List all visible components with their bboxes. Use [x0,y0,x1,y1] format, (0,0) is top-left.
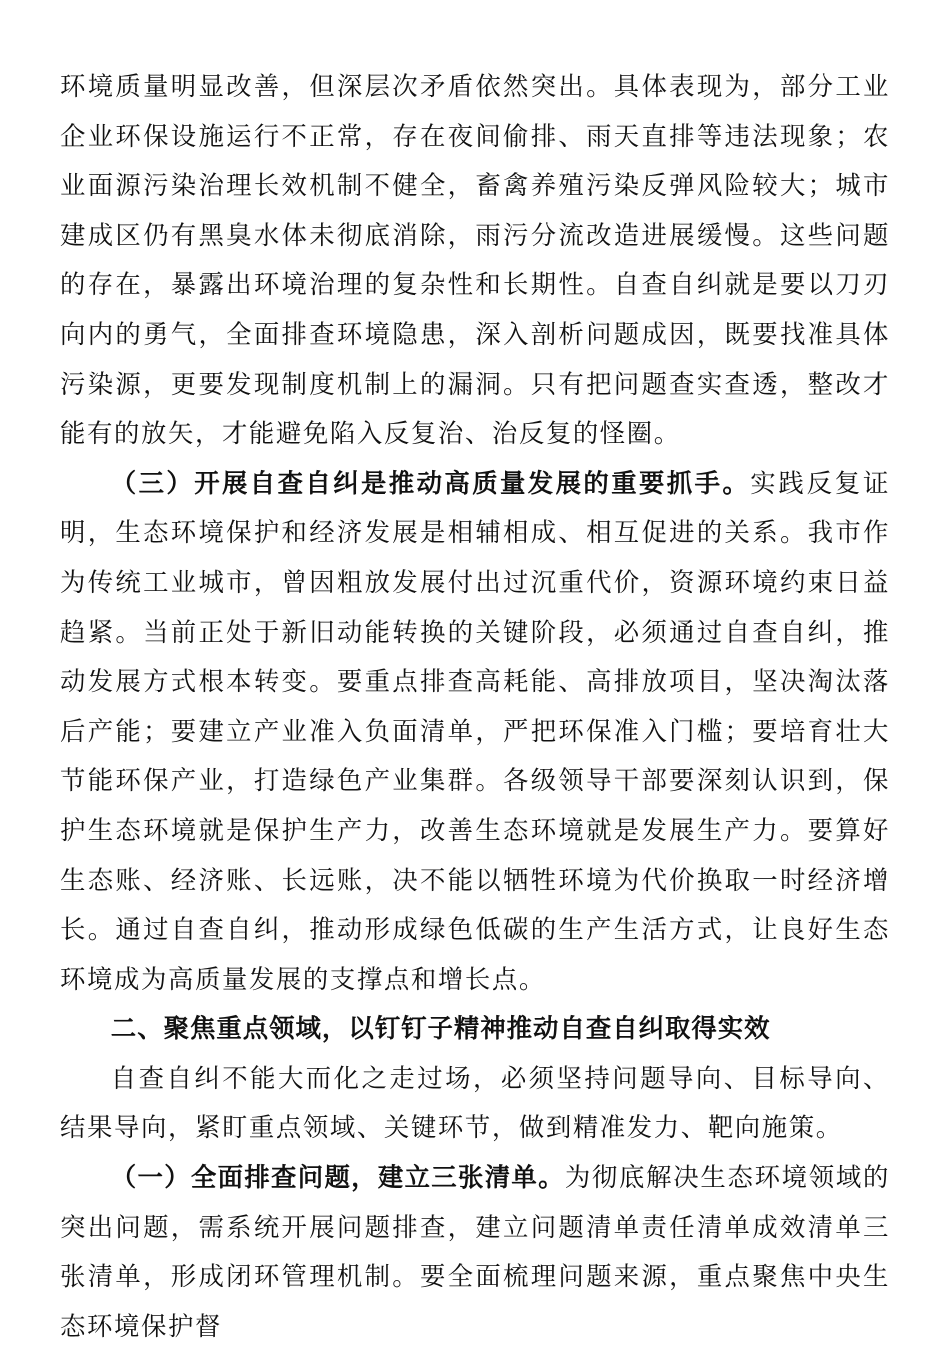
paragraph-text: 实践反复证明，生态环境保护和经济发展是相辅相成、相互促进的关系。我市作为传统工业城市，曾因粗放发展付出过沉重代价，资源环境约束日益趋紧。当前正处于新旧动能转换的关键阶段，必须通过自查自纠，推动发展方式根本转变。要重点排查高耗能、高排放项目，坚决淘汰落后产能；要建立产业准入负面清单，严把环保准入门槛；要培育壮大节能环保产业，打造绿色产业集群。各级领导干部要深刻认识到，保护生态环境就是保护生产力，改善生态环境就是发展生产力。要算好生态账、经济账、长远账，决不能以牺牲环境为代价换取一时经济增长。通过自查自纠，推动形成绿色低碳的生产生活方式，让良好生态环境成为高质量发展的支撑点和增长点。 [60,467,890,994]
document-page [60,62,890,1351]
paragraph-lead-heading: （一）全面排查问题，建立三张清单。 [110,1162,565,1193]
section-heading-2: 二、聚焦重点领域，以钉钉子精神推动自查自纠取得实效 [110,1013,771,1044]
paragraph-three-lists [60,1153,890,1351]
paragraph-high-quality-development [60,459,890,1005]
paragraph-text: 自查自纠不能大而化之走过场，必须坚持问题导向、目标导向、结果导向，紧盯重点领域、关键环节，做到精准发力、靶向施策。 [60,1062,890,1143]
paragraph-lead-heading: （三）开展自查自纠是推动高质量发展的重要抓手。 [110,467,751,498]
paragraph-text: 环境质量明显改善，但深层次矛盾依然突出。具体表现为，部分工业企业环保设施运行不正常，存在夜间偷排、雨天直排等违法现象；农业面源污染治理长效机制不健全，畜禽养殖污染反弹风险较大；城市建成区仍有黑臭水体未彻底消除，雨污分流改造进展缓慢。这些问题的存在，暴露出环境治理的复杂性和长期性。自查自纠就是要以刀刃向内的勇气，全面排查环境隐患，深入剖析问题成因，既要找准具体污染源，更要发现制度机制上的漏洞。只有把问题查实查透，整改才能有的放矢，才能避免陷入反复治、治反复的怪圈。 [60,71,890,449]
paragraph-text: 为彻底解决生态环境领域的突出问题，需系统开展问题排查，建立问题清单责任清单成效清单三张清单，形成闭环管理机制。要全面梳理问题来源，重点聚焦中央生态环境保护督 [60,1162,890,1341]
paragraph-environment-problems [60,62,890,459]
paragraph-section-intro [60,1054,890,1153]
